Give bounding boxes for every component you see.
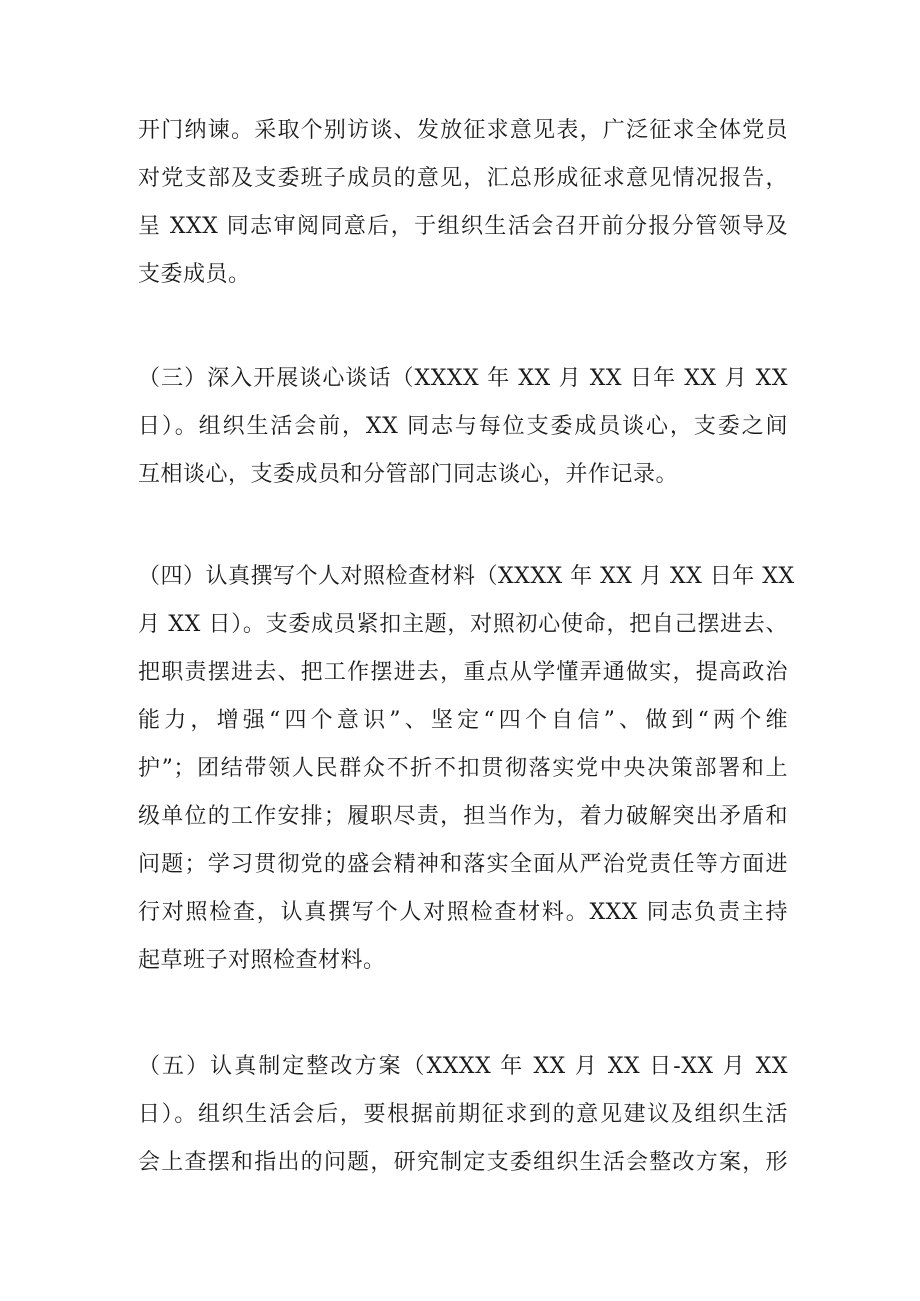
text-line: 开门纳谏。采取个别访谈、发放征求意见表，广泛征求全体党员 xyxy=(138,118,788,143)
text-line: 对党支部及支委班子成员的意见，汇总形成征求意见情况报告， xyxy=(138,166,788,191)
text-line: （五）认真制定整改方案（XXXX 年 XX 月 XX 日-XX 月 XX xyxy=(138,1054,788,1079)
text-line: （三）深入开展谈心谈话（XXXX 年 XX 月 XX 日年 XX 月 XX xyxy=(138,366,788,391)
text-line: 会上查摆和指出的问题，研究制定支委组织生活会整改方案，形 xyxy=(138,1150,788,1175)
paragraph-section-3 xyxy=(138,355,788,499)
text-line: 级单位的工作安排；履职尽责，担当作为，着力破解突出矛盾和 xyxy=(138,804,788,829)
text-line: 把职责摆进去、把工作摆进去，重点从学懂弄通做实，提高政治 xyxy=(138,660,788,685)
text-line: 日）。组织生活会前，XX 同志与每位支委成员谈心，支委之间 xyxy=(138,414,788,439)
paragraph-section-5 xyxy=(138,1043,788,1187)
paragraph-section-4 xyxy=(138,553,795,985)
paragraph-open-door xyxy=(138,107,788,299)
text-line: 日）。组织生活会后，要根据前期征求到的意见建议及组织生活 xyxy=(138,1102,788,1127)
text-line: 呈 XXX 同志审阅同意后，于组织生活会召开前分报分管领导及 xyxy=(138,214,788,239)
text-line: 行对照检查，认真撰写个人对照检查材料。XXX 同志负责主持 xyxy=(138,900,788,925)
text-line: 护”；团结带领人民群众不折不扣贯彻落实党中央决策部署和上 xyxy=(138,756,788,781)
text-line: 起草班子对照检查材料。 xyxy=(138,948,386,973)
text-line: 支委成员。 xyxy=(138,262,251,287)
text-line: 问题；学习贯彻党的盛会精神和落实全面从严治党责任等方面进 xyxy=(138,852,788,877)
text-line: （四）认真撰写个人对照检查材料（XXXX 年 XX 月 XX 日年 XX xyxy=(138,564,795,589)
text-line: 能力，增强“四个意识”、坚定“四个自信”、做到“两个维 xyxy=(138,708,788,733)
text-line: 互相谈心，支委成员和分管部门同志谈心，并作记录。 xyxy=(138,462,679,487)
text-line: 月 XX 日）。支委成员紧扣主题，对照初心使命，把自己摆进去、 xyxy=(138,612,788,637)
